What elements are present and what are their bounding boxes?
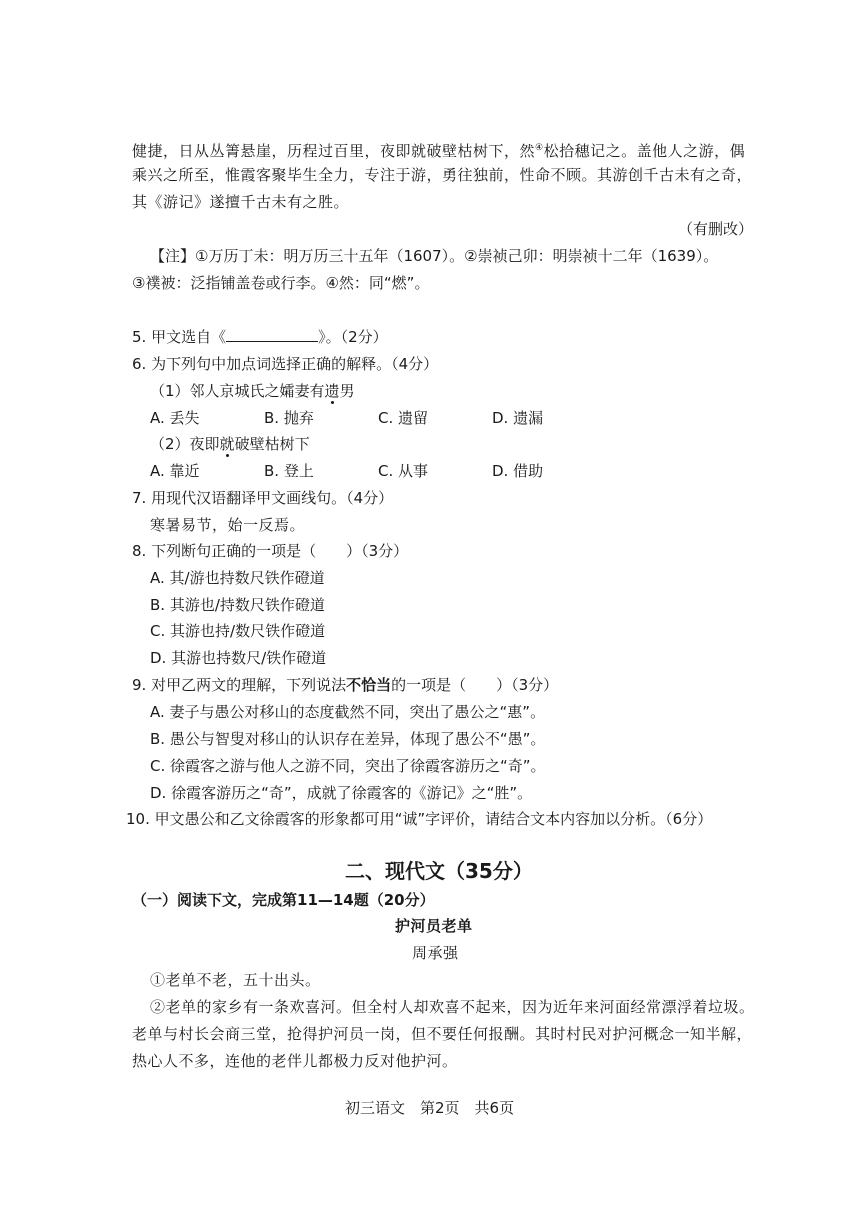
question-10: 10. 甲文愚公和乙文徐霞客的形象都可用“诚”字评价，请结合文本内容加以分析。（6分）	[126, 810, 713, 828]
option-d: D. 其游也持数尺/铁作磴道	[150, 649, 327, 667]
option-a: A. 靠近	[150, 462, 200, 480]
option-c: C. 其游也持/数尺铁作磴道	[150, 622, 326, 640]
sentence-text: 破壁枯树下	[234, 435, 310, 453]
source-note: （有删改）	[678, 220, 754, 238]
question-7-sentence: 寒暑易节，始一反焉。	[150, 516, 306, 534]
answer-blank[interactable]	[226, 327, 318, 342]
option-c: C. 遗留	[378, 409, 429, 427]
essay-paragraph-1: ①老单不老，五十出头。	[150, 971, 321, 989]
question-6-stem: 6. 为下列句中加点词选择正确的解释。（4分）	[132, 355, 439, 373]
page-footer: 初三语文 第2页 共6页	[345, 1099, 515, 1117]
sentence-text: （2）夜即	[150, 435, 220, 453]
option-a: A. 其/游也持数尺铁作磴道	[150, 569, 325, 587]
option-a: A. 丢失	[150, 409, 200, 427]
option-b: B. 抛弃	[264, 409, 314, 427]
question-5-suffix: 》。（2分）	[318, 328, 388, 346]
stem-text: 的一项是（ ）（3分）	[391, 676, 559, 694]
sentence-text: 男	[339, 382, 355, 400]
notes-line-2: ③襆被：泛指铺盖卷或行李。④然：同“燃”。	[132, 274, 430, 292]
question-5-prefix: 5. 甲文选自《	[132, 328, 227, 346]
passage-line-1	[132, 138, 745, 161]
passage-line-3: 其《游记》遂擅千古未有之胜。	[132, 193, 350, 211]
option-b: B. 其游也/持数尺铁作磴道	[150, 596, 325, 614]
notes-line-1: 【注】①万历丁未：明万历三十五年（1607）。②崇祯己卯：明崇祯十二年（1639）。	[150, 247, 719, 265]
passage-text: 健捷，日从丛箐悬崖，历程过百里，夜即就破壁枯树下，然	[132, 142, 536, 160]
option-a: A. 妻子与愚公对移山的态度截然不同，突出了愚公之“惠”。	[150, 703, 546, 721]
option-c: C. 徐霞客之游与他人之游不同，突出了徐霞客游历之“奇”。	[150, 757, 546, 775]
passage-line-2: 乘兴之所至，惟霞客聚毕生全力，专注于游，勇往独前，性命不顾。其游创千古未有之奇，	[132, 166, 753, 184]
footnote-mark: ④	[535, 143, 544, 153]
essay-paragraph-2: ②老单的家乡有一条欢喜河。但全村人却欢喜不起来，因为近年来河面经常漂浮着垃圾。	[150, 998, 755, 1016]
question-5	[132, 327, 388, 347]
sentence-text: （1）邻人京城氏之孀妻有	[150, 382, 325, 400]
option-d: D. 借助	[492, 462, 544, 480]
passage-text: 松拾穗记之。盖他人之游，偶	[543, 142, 746, 160]
essay-paragraph-2-cont: 老单与村长会商三堂，抢得护河员一岗，但不要任何报酬。其时村民对护河概念一知半解，	[132, 1025, 753, 1043]
part-heading: （一）阅读下文，完成第11—14题（20分）	[132, 891, 435, 909]
question-6-sentence-1	[150, 381, 355, 401]
option-d: D. 徐霞客游历之“奇”，成就了徐霞客的《游记》之“胜”。	[150, 784, 533, 802]
stem-text: 9. 对甲乙两文的理解，下列说法	[132, 676, 347, 694]
option-b: B. 登上	[264, 462, 314, 480]
question-6-sentence-2	[150, 434, 310, 454]
essay-author: 周承强	[412, 944, 459, 962]
question-7-stem: 7. 用现代汉语翻译甲文画线句。（4分）	[132, 489, 394, 507]
option-c: C. 从事	[378, 462, 429, 480]
option-b: B. 愚公与智叟对移山的认识存在差异，体现了愚公不“愚”。	[150, 730, 546, 748]
dotted-word: 遗	[324, 382, 340, 400]
essay-paragraph-2-cont: 热心人不多，连他的老伴儿都极力反对他护河。	[132, 1052, 458, 1070]
question-8-stem: 8. 下列断句正确的一项是（ ）（3分）	[132, 542, 409, 560]
question-9-stem	[132, 675, 558, 695]
option-d: D. 遗漏	[492, 409, 544, 427]
essay-title: 护河员老单	[395, 917, 473, 935]
emphasis-text: 不恰当	[346, 676, 392, 694]
section-title: 二、现代文（35分）	[345, 859, 533, 883]
dotted-word: 就	[219, 435, 235, 453]
